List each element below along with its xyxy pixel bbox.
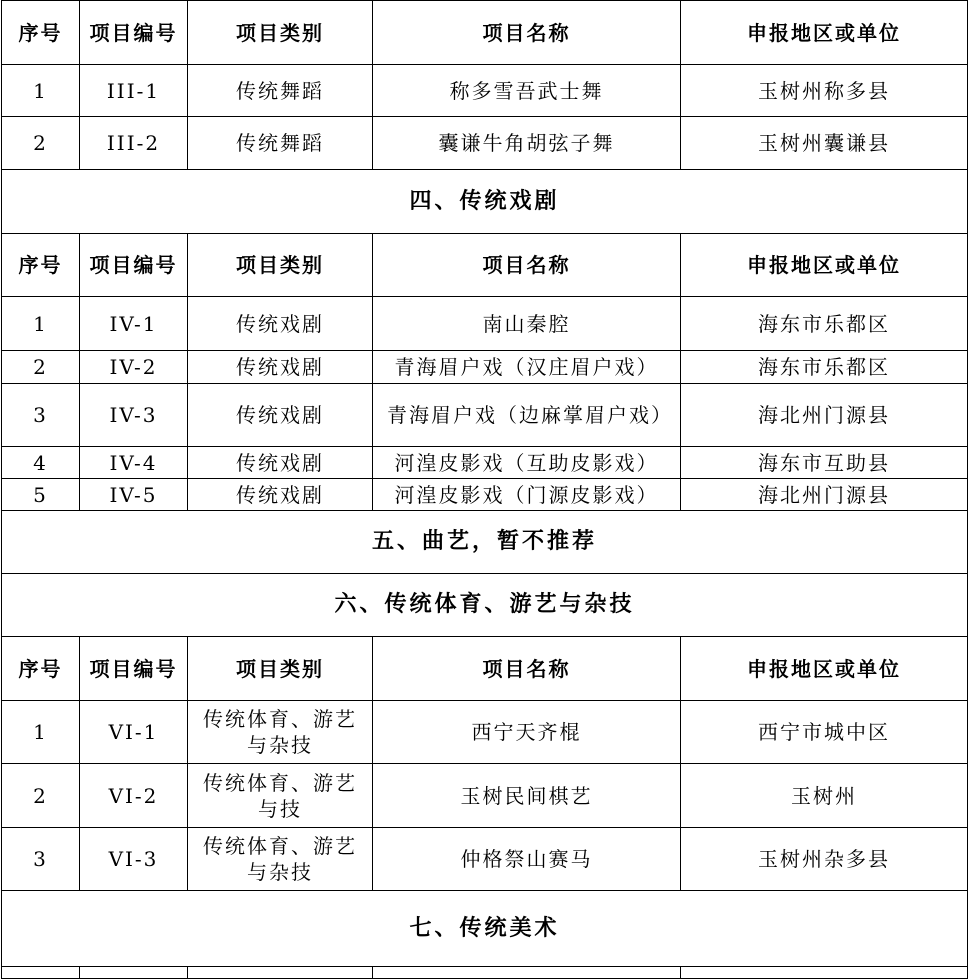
cell-region: 海东市互助县 [681,447,968,479]
section-title-row [2,511,968,574]
document-page [1,0,967,979]
section-title-traditional-drama: 四、传统戏剧 [2,170,968,234]
cell-seq: 2 [2,764,80,828]
cell-region: 玉树州囊谦县 [681,117,968,170]
cell-seq: 1 [2,297,80,351]
header-code: 项目编号 [80,234,188,297]
section-title-quyi: 五、曲艺，暂不推荐 [2,511,968,574]
header-seq: 序号 [2,1,80,65]
header-category: 项目类别 [188,1,373,65]
header-seq: 序号 [2,637,80,701]
table-header-row [2,1,968,65]
cell-category: 传统戏剧 [188,447,373,479]
header-region: 申报地区或单位 [681,637,968,701]
header-code: 项目编号 [80,1,188,65]
cell-category: 传统戏剧 [188,384,373,447]
cell-name: 青海眉户戏（汉庄眉户戏） [373,351,681,384]
cell-category: 传统体育、游艺与杂技 [188,701,373,764]
table-header-row-partial [2,967,968,979]
cell-name: 仲格祭山赛马 [373,828,681,891]
cell-name: 河湟皮影戏（互助皮影戏） [373,447,681,479]
section-title-fine-arts: 七、传统美术 [2,891,968,967]
header-name: 项目名称 [373,637,681,701]
cell-code: IV-5 [80,479,188,511]
table-row [2,828,968,891]
header-name: 项目名称 [373,1,681,65]
cell-region: 海北州门源县 [681,384,968,447]
cell-region: 玉树州称多县 [681,65,968,117]
cell-name: 玉树民间棋艺 [373,764,681,828]
table-row [2,479,968,511]
cell-region: 玉树州 [681,764,968,828]
table-row [2,447,968,479]
table-header-row [2,637,968,701]
cell-category: 传统舞蹈 [188,117,373,170]
header-name: 项目名称 [373,234,681,297]
table-row [2,351,968,384]
cell-code: VI-3 [80,828,188,891]
cell-name: 青海眉户戏（边麻掌眉户戏） [373,384,681,447]
cell-region: 玉树州杂多县 [681,828,968,891]
section-title-row [2,574,968,637]
cell-seq: 1 [2,701,80,764]
cell-seq: 2 [2,351,80,384]
cell-category: 传统戏剧 [188,479,373,511]
cell-code: III-1 [80,65,188,117]
cell-seq: 2 [2,117,80,170]
table-row [2,65,968,117]
header-code: 项目编号 [80,637,188,701]
cell-code: III-2 [80,117,188,170]
table-row [2,117,968,170]
cell-seq: 3 [2,828,80,891]
cell-name: 囊谦牛角胡弦子舞 [373,117,681,170]
cell-region: 西宁市城中区 [681,701,968,764]
cell-code: IV-4 [80,447,188,479]
cell-seq: 1 [2,65,80,117]
cell-category: 传统体育、游艺与杂技 [188,828,373,891]
table-row [2,384,968,447]
cell-region: 海北州门源县 [681,479,968,511]
cell-category: 传统戏剧 [188,297,373,351]
header-category: 项目类别 [188,234,373,297]
table-row [2,701,968,764]
cell-code: VI-1 [80,701,188,764]
cell-code: IV-2 [80,351,188,384]
cell-region: 海东市乐都区 [681,297,968,351]
cell-region: 海东市乐都区 [681,351,968,384]
table-row [2,764,968,828]
cell-code: IV-1 [80,297,188,351]
header-seq: 序号 [2,234,80,297]
section-title-row [2,170,968,234]
table-row [2,297,968,351]
cell-code: IV-3 [80,384,188,447]
cell-name: 河湟皮影戏（门源皮影戏） [373,479,681,511]
table-header-row [2,234,968,297]
cell-name: 称多雪吾武士舞 [373,65,681,117]
cell-code: VI-2 [80,764,188,828]
cell-category: 传统舞蹈 [188,65,373,117]
cell-name: 南山秦腔 [373,297,681,351]
cell-name: 西宁天齐棍 [373,701,681,764]
heritage-project-table [1,0,968,979]
header-region: 申报地区或单位 [681,1,968,65]
header-region: 申报地区或单位 [681,234,968,297]
cell-category: 传统戏剧 [188,351,373,384]
section-title-row [2,891,968,967]
section-title-sports-acrobatics: 六、传统体育、游艺与杂技 [2,574,968,637]
cell-category: 传统体育、游艺与技 [188,764,373,828]
header-category: 项目类别 [188,637,373,701]
cell-seq: 3 [2,384,80,447]
cell-seq: 5 [2,479,80,511]
cell-seq: 4 [2,447,80,479]
